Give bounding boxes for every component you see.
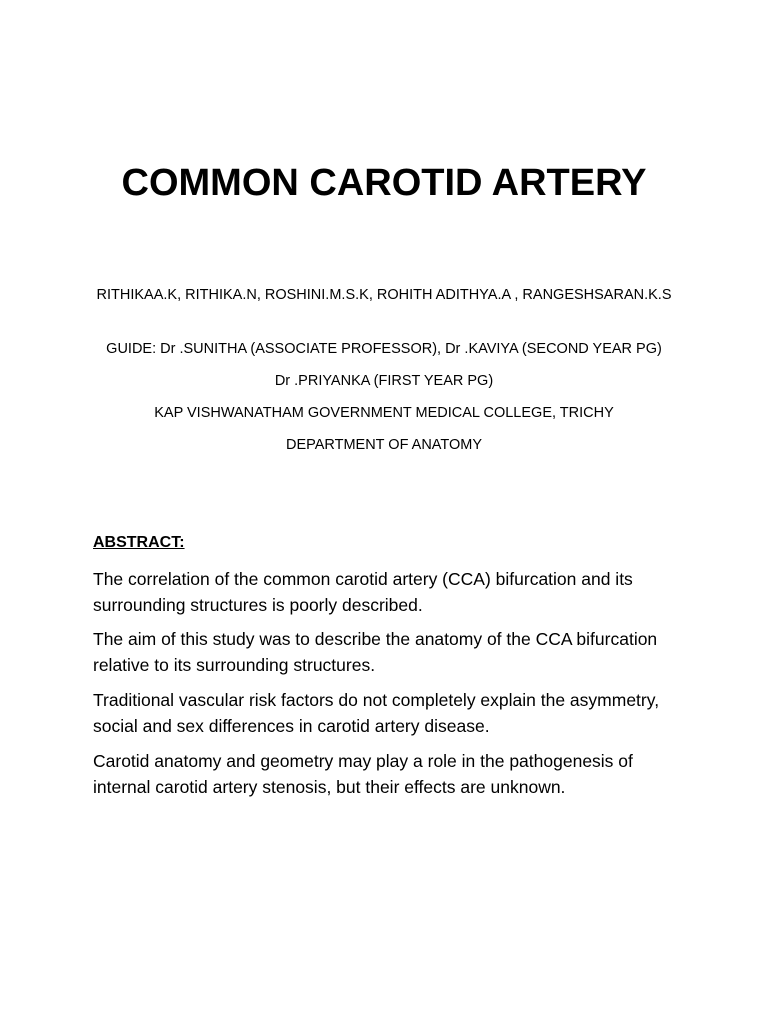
abstract-paragraph: The aim of this study was to describe the anatomy of the CCA bifurcation relative to its surrounding structures.: [93, 629, 658, 675]
guide-line-continued: Dr .PRIYANKA (FIRST YEAR PG): [274, 373, 494, 389]
abstract-paragraph: Carotid anatomy and geometry may play a role in the pathogenesis of internal carotid artery stenosis, but their effects are unknown.: [93, 751, 633, 797]
abstract-heading: ABSTRACT:: [93, 534, 185, 551]
guide-line: GUIDE: Dr .SUNITHA (ASSOCIATE PROFESSOR), Dr .KAVIYA (SECOND YEAR PG): [106, 341, 662, 357]
department-name: DEPARTMENT OF ANATOMY: [285, 437, 483, 453]
abstract-paragraph: The correlation of the common carotid artery (CCA) bifurcation and its surrounding structures is poorly described.: [93, 569, 633, 615]
abstract-paragraph: Traditional vascular risk factors do not completely explain the asymmetry, social and sex differences in carotid artery disease.: [93, 690, 660, 736]
document-title: COMMON CAROTID ARTERY: [121, 162, 647, 204]
college-name: KAP VISHWANATHAM GOVERNMENT MEDICAL COLLEGE, TRICHY: [154, 405, 614, 421]
authors-line: RITHIKAA.K, RITHIKA.N, ROSHINI.M.S.K, ROHITH ADITHYA.A , RANGESHSARAN.K.S: [96, 287, 672, 303]
